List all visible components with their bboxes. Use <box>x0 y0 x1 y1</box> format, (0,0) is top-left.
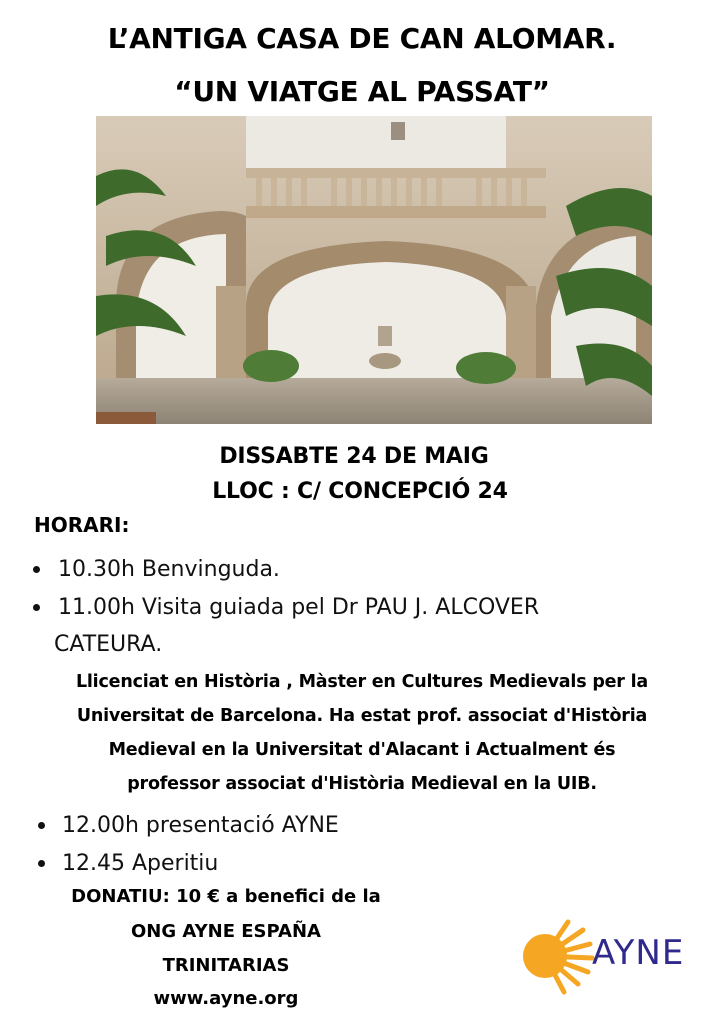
bio-line: professor associat d'Història Medieval en la UIB. <box>127 774 597 794</box>
speaker-bio <box>0 665 724 801</box>
ayne-logo-text: AYNE <box>592 933 685 973</box>
schedule-item-presentation: 12.00h presentació AYNE <box>62 813 339 838</box>
bio-line: Medieval en la Universitat d'Alacant i Actualment és <box>108 740 616 760</box>
bio-line: Llicenciat en Història , Màster en Cultures Medievals per la <box>75 672 649 692</box>
donation-line: DONATIU: 10 € a benefici de la <box>71 886 381 907</box>
bullet-dot <box>38 822 45 829</box>
bullet-dot <box>33 604 40 611</box>
bullet-dot <box>38 860 45 867</box>
event-date: DISSABTE 24 DE MAIG <box>219 444 489 469</box>
bio-line: Universitat de Barcelona. Ha estat prof. associat d'Història <box>76 706 648 726</box>
schedule-item-visit-cont: CATEURA. <box>54 632 163 657</box>
donation-org: ONG AYNE ESPAÑA <box>130 921 321 942</box>
title-line-1: L’ANTIGA CASA DE CAN ALOMAR. <box>107 22 617 55</box>
event-place: LLOC : C/ CONCEPCIÓ 24 <box>212 479 508 504</box>
title-line-2: “UN VIATGE AL PASSAT” <box>174 75 550 108</box>
donation-org-sub: TRINITARIAS <box>162 955 290 976</box>
schedule-item-welcome: 10.30h Benvinguda. <box>58 557 280 582</box>
schedule-item-aperitif: 12.45 Aperitiu <box>62 851 219 876</box>
courtyard-photo <box>96 116 652 424</box>
bullet-dot <box>33 566 40 573</box>
website-link[interactable]: www.ayne.org <box>153 988 299 1009</box>
schedule-heading: HORARI: <box>34 513 130 537</box>
schedule-item-visit: 11.00h Visita guiada pel Dr PAU J. ALCOVER <box>58 595 540 620</box>
